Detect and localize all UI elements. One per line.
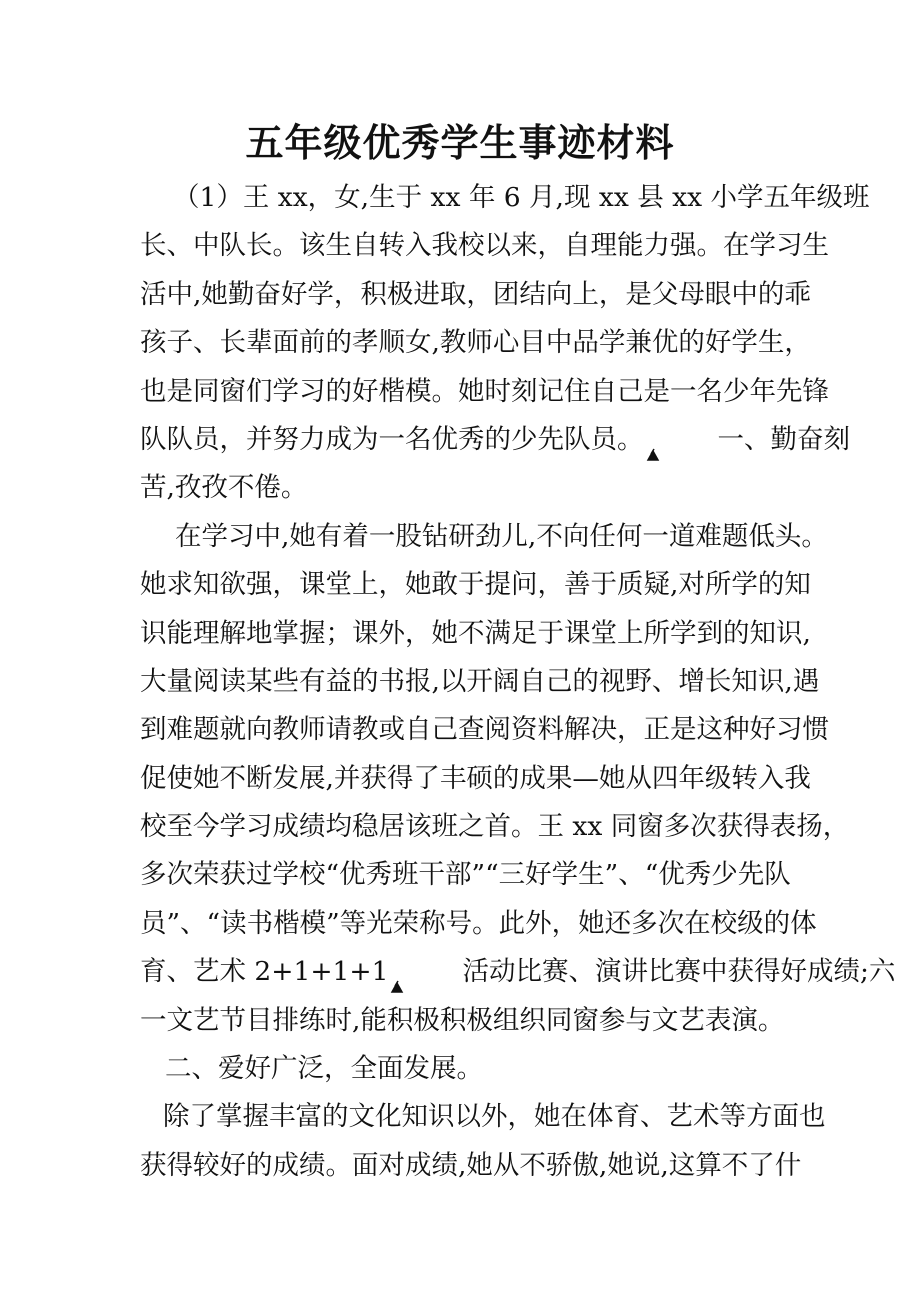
- line-text: 校至今学习成绩均稳居该班之首。王 xx 同窗多次获得表扬，: [140, 811, 850, 843]
- text-line: [140, 1001, 800, 1049]
- anchor-mark-icon: [646, 434, 660, 448]
- text-line: [140, 372, 829, 420]
- line-text: 一、勤奋刻: [717, 423, 850, 455]
- text-line: [140, 904, 817, 952]
- text-line: [140, 1097, 826, 1145]
- line-text: （1）王 xx，女,生于 xx 年 6 月,现 xx 县 xx 小学五年级班: [173, 182, 870, 213]
- line-text: 识能理解地掌握；课外，她不满足于课堂上所学到的知识,: [140, 617, 811, 649]
- line-text: 在学习中,她有着一股钻研劲儿,不向任何一道难题低头。: [175, 520, 828, 552]
- text-line: [140, 952, 896, 1000]
- text-line: [140, 226, 829, 274]
- line-text: 二、爱好广泛，全面发展。: [165, 1053, 483, 1085]
- text-line: [140, 662, 820, 710]
- line-text: 苦,孜孜不倦。: [140, 472, 308, 504]
- text-line: [140, 855, 800, 903]
- line-text: 长、中队长。该生自转入我校以来，自理能力强。在学习生: [140, 230, 829, 262]
- text-line: [140, 275, 811, 323]
- line-text: 育、艺术 2+1+1+1: [140, 956, 389, 988]
- text-line: [140, 807, 850, 855]
- line-text: 到难题就向教师请教或自己查阅资料解决，正是这种好习惯: [140, 714, 829, 746]
- document-body: [140, 178, 896, 1194]
- line-text: 也是同窗们学习的好楷模。她时刻记住自己是一名少年先锋: [140, 375, 829, 407]
- line-text: 一文艺节目排练时,能积极积极组织同窗参与文艺表演。: [140, 1004, 785, 1036]
- anchor-mark-icon: [390, 966, 404, 980]
- line-text: 多次荣获过学校“优秀班干部”“三好学生”、“优秀少先队: [140, 859, 791, 891]
- line-text: 活动比赛、演讲比赛中获得好成绩;六: [462, 956, 896, 988]
- text-line: [140, 517, 828, 565]
- line-text: 除了掌握丰富的文化知识以外，她在体育、艺术等方面也: [163, 1101, 826, 1133]
- text-line: [140, 614, 811, 662]
- line-text: 大量阅读某些有益的书报,以开阔自己的视野、增长知识,遇: [140, 665, 820, 697]
- line-text: 员”、“读书楷模”等光荣称号。此外，她还多次在校级的体: [140, 907, 817, 939]
- line-text: 她求知欲强，课堂上，她敢于提问，善于质疑,对所学的知: [140, 569, 811, 601]
- text-line: [140, 565, 811, 613]
- text-line: [140, 1146, 800, 1194]
- text-line: [140, 759, 811, 807]
- line-text: 孩子、长辈面前的孝顺女,教师心目中品学兼优的好学生，: [140, 327, 811, 359]
- line-text: 获得较好的成绩。面对成绩,她从不骄傲,她说,这算不了什: [140, 1149, 802, 1181]
- text-line: [140, 1049, 800, 1097]
- line-text: 活中,她勤奋好学，积极进取，团结向上，是父母眼中的乖: [140, 278, 811, 310]
- text-line: [140, 323, 811, 371]
- text-line: [140, 710, 829, 758]
- line-text: 队队员，并努力成为一名优秀的少先队员。: [140, 423, 644, 455]
- document-title: 五年级优秀学生事迹材料: [245, 120, 675, 165]
- text-line: [140, 420, 850, 468]
- line-text: 促使她不断发展,并获得了丰硕的成果—她从四年级转入我: [140, 762, 811, 794]
- text-line: [140, 468, 800, 516]
- text-line: [140, 178, 870, 226]
